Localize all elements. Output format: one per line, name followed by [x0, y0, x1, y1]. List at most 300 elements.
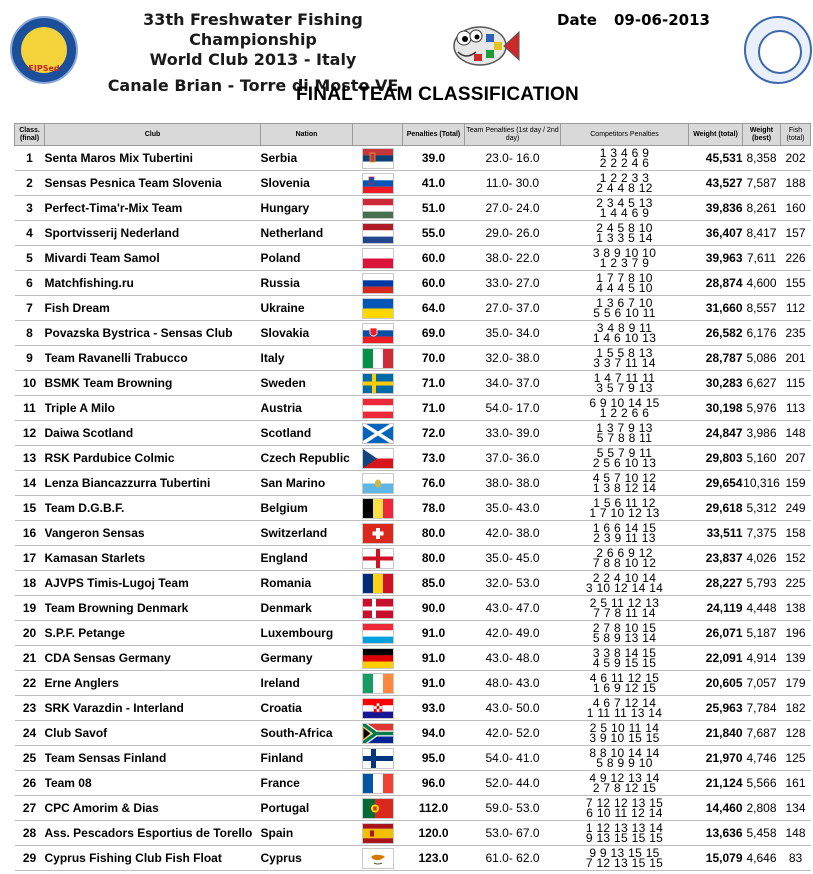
competitor-penalties	[561, 321, 689, 346]
table-row	[15, 646, 811, 671]
competitor-penalties-day2: 2 3 9 11 13	[593, 531, 656, 545]
club-name: Sportvisserij Nederland	[45, 221, 261, 246]
table-row	[15, 471, 811, 496]
table-row	[15, 346, 811, 371]
fish-total: 161	[781, 771, 811, 796]
nation-name: Germany	[261, 646, 353, 671]
team-penalties: 29.0- 26.0	[465, 221, 561, 246]
penalties-total: 41.0	[403, 171, 465, 196]
fish-total: 128	[781, 721, 811, 746]
competitor-penalties	[561, 721, 689, 746]
federation-logo	[744, 16, 812, 84]
penalties-total: 123.0	[403, 846, 465, 871]
competitor-penalties-day1: 9 9 13 15 15	[589, 846, 660, 860]
club-name: Cyprus Fishing Club Fish Float	[45, 846, 261, 871]
italy-flag-icon	[362, 348, 394, 369]
penalties-total: 72.0	[403, 421, 465, 446]
weight-total: 26,071	[689, 621, 743, 646]
class-rank: 25	[15, 746, 45, 771]
competitor-penalties	[561, 146, 689, 171]
competitor-penalties-day1: 1 7 7 8 10	[596, 271, 653, 285]
table-row	[15, 746, 811, 771]
club-name: Senta Maros Mix Tubertini	[45, 146, 261, 171]
competitor-penalties	[561, 196, 689, 221]
competitor-penalties-day1: 2 7 8 10 15	[592, 621, 657, 635]
portugal-flag-icon	[362, 798, 394, 819]
weight-best: 4,646	[743, 846, 781, 871]
title-line-1: 33th Freshwater Fishing Championship	[143, 10, 363, 49]
nation-name: Romania	[261, 571, 353, 596]
finland-flag-icon	[362, 748, 394, 769]
spain-flag-icon	[362, 823, 394, 844]
club-name: S.P.F. Petange	[45, 621, 261, 646]
competitor-penalties-day1: 2 4 5 8 10	[596, 221, 653, 235]
fipsed-logo	[10, 16, 78, 84]
nation-name: Serbia	[261, 146, 353, 171]
nation-flag	[353, 646, 403, 671]
competitor-penalties-day1: 1 6 6 14 15	[592, 521, 657, 535]
nation-name: Portugal	[261, 796, 353, 821]
penalties-total: 78.0	[403, 496, 465, 521]
competitor-penalties-day1: 1 3 7 9 13	[596, 421, 653, 435]
penalties-total: 90.0	[403, 596, 465, 621]
team-penalties: 42.0- 38.0	[465, 521, 561, 546]
nation-flag	[353, 221, 403, 246]
team-penalties: 32.0- 38.0	[465, 346, 561, 371]
penalties-total: 85.0	[403, 571, 465, 596]
table-row	[15, 421, 811, 446]
romania-flag-icon	[362, 573, 394, 594]
fish-total: 179	[781, 671, 811, 696]
table-row	[15, 771, 811, 796]
club-name: RSK Pardubice Colmic	[45, 446, 261, 471]
nation-name: Ukraine	[261, 296, 353, 321]
penalties-total: 91.0	[403, 671, 465, 696]
document-header	[0, 0, 813, 122]
nation-name: Belgium	[261, 496, 353, 521]
fish-total: 159	[781, 471, 811, 496]
fish-total: 148	[781, 421, 811, 446]
nation-name: Spain	[261, 821, 353, 846]
nation-name: Croatia	[261, 696, 353, 721]
date-label: Date	[557, 11, 597, 29]
table-row	[15, 296, 811, 321]
team-penalties: 33.0- 27.0	[465, 271, 561, 296]
competitor-penalties-day1: 7 12 12 13 15	[585, 796, 664, 810]
weight-total: 29,803	[689, 446, 743, 471]
penalties-total: 76.0	[403, 471, 465, 496]
class-rank: 27	[15, 796, 45, 821]
competitor-penalties-day2: 1 7 10 12 13	[589, 506, 660, 520]
penalties-total: 120.0	[403, 821, 465, 846]
team-penalties: 38.0- 22.0	[465, 246, 561, 271]
competitor-penalties	[561, 771, 689, 796]
weight-best: 5,187	[743, 621, 781, 646]
penalties-total: 95.0	[403, 746, 465, 771]
team-penalties: 42.0- 49.0	[465, 621, 561, 646]
table-row	[15, 221, 811, 246]
competitor-penalties-day2: 2 5 6 10 13	[592, 456, 657, 470]
fish-total: 115	[781, 371, 811, 396]
club-name: CDA Sensas Germany	[45, 646, 261, 671]
class-rank: 15	[15, 496, 45, 521]
penalties-total: 73.0	[403, 446, 465, 471]
team-penalties: 43.0- 48.0	[465, 646, 561, 671]
competitor-penalties-day1: 1 4 7 11 11	[593, 371, 656, 385]
weight-best: 4,746	[743, 746, 781, 771]
weight-total: 28,227	[689, 571, 743, 596]
team-penalties: 27.0- 24.0	[465, 196, 561, 221]
competitor-penalties-day2: 3 3 7 11 14	[593, 356, 656, 370]
nation-flag	[353, 771, 403, 796]
team-penalties: 11.0- 30.0	[465, 171, 561, 196]
nation-flag	[353, 446, 403, 471]
nation-flag	[353, 296, 403, 321]
weight-best: 4,600	[743, 271, 781, 296]
weight-total: 14,460	[689, 796, 743, 821]
nation-flag	[353, 271, 403, 296]
team-penalties: 27.0- 37.0	[465, 296, 561, 321]
fish-total: 249	[781, 496, 811, 521]
penalties-total: 94.0	[403, 721, 465, 746]
competitor-penalties	[561, 246, 689, 271]
team-penalties: 23.0- 16.0	[465, 146, 561, 171]
competitor-penalties	[561, 521, 689, 546]
weight-best: 8,557	[743, 296, 781, 321]
class-rank: 17	[15, 546, 45, 571]
competitor-penalties	[561, 446, 689, 471]
team-penalties: 43.0- 50.0	[465, 696, 561, 721]
nation-name: Poland	[261, 246, 353, 271]
competitor-penalties-day1: 1 5 6 11 12	[593, 496, 656, 510]
fish-total: 155	[781, 271, 811, 296]
nation-name: Ireland	[261, 671, 353, 696]
nation-name: Czech Republic	[261, 446, 353, 471]
fish-total: 152	[781, 546, 811, 571]
hungary-flag-icon	[362, 198, 394, 219]
weight-total: 20,605	[689, 671, 743, 696]
fish-total: 188	[781, 171, 811, 196]
table-row	[15, 371, 811, 396]
penalties-total: 69.0	[403, 321, 465, 346]
team-penalties: 43.0- 47.0	[465, 596, 561, 621]
table-row	[15, 321, 811, 346]
table-header-row	[15, 124, 811, 146]
col-header-nation: Nation	[261, 124, 353, 146]
russia-flag-icon	[362, 273, 394, 294]
club-name: Club Savof	[45, 721, 261, 746]
belgium-flag-icon	[362, 498, 394, 519]
austria-flag-icon	[362, 398, 394, 419]
competitor-penalties	[561, 696, 689, 721]
table-row	[15, 146, 811, 171]
penalties-total: 91.0	[403, 621, 465, 646]
table-row	[15, 821, 811, 846]
col-header-team-penalties: Team Penalties (1st day / 2nd day)	[465, 124, 561, 146]
england-flag-icon	[362, 548, 394, 569]
page-heading: FINAL TEAM CLASSIFICATION	[296, 84, 579, 105]
competitor-penalties-day2: 9 13 15 15 15	[585, 831, 664, 845]
nation-flag	[353, 496, 403, 521]
competitor-penalties	[561, 221, 689, 246]
sanmarino-flag-icon	[362, 473, 394, 494]
weight-total: 24,119	[689, 596, 743, 621]
fish-total: 196	[781, 621, 811, 646]
class-rank: 16	[15, 521, 45, 546]
weight-best: 7,057	[743, 671, 781, 696]
fish-total: 207	[781, 446, 811, 471]
class-rank: 12	[15, 421, 45, 446]
team-penalties: 54.0- 17.0	[465, 396, 561, 421]
penalties-total: 55.0	[403, 221, 465, 246]
col-header-penalties: Penalties (Total)	[403, 124, 465, 146]
nation-flag	[353, 246, 403, 271]
col-header-class: Class. (final)	[15, 124, 45, 146]
fish-total: 158	[781, 521, 811, 546]
competitor-penalties	[561, 471, 689, 496]
competitor-penalties-day1: 4 9 12 13 14	[589, 771, 660, 785]
fish-total: 113	[781, 396, 811, 421]
class-rank: 7	[15, 296, 45, 321]
competitor-penalties	[561, 571, 689, 596]
competitor-penalties-day2: 1 4 4 6 9	[599, 206, 650, 220]
table-row	[15, 796, 811, 821]
nation-flag	[353, 396, 403, 421]
france-flag-icon	[362, 773, 394, 794]
switzerland-flag-icon	[362, 523, 394, 544]
competitor-penalties-day1: 3 4 8 9 11	[596, 321, 653, 335]
club-name: Daiwa Scotland	[45, 421, 261, 446]
nation-name: Denmark	[261, 596, 353, 621]
weight-best: 5,086	[743, 346, 781, 371]
denmark-flag-icon	[362, 598, 394, 619]
competitor-penalties	[561, 621, 689, 646]
competitor-penalties-day1: 2 3 4 5 13	[596, 196, 653, 210]
competitor-penalties	[561, 396, 689, 421]
competitor-penalties-day1: 2 5 10 11 14	[589, 721, 660, 735]
club-name: Team Browning Denmark	[45, 596, 261, 621]
weight-best: 7,587	[743, 171, 781, 196]
penalties-total: 60.0	[403, 271, 465, 296]
competitor-penalties-day2: 2 4 4 8 12	[596, 181, 653, 195]
croatia-flag-icon	[362, 698, 394, 719]
weight-best: 5,312	[743, 496, 781, 521]
nation-flag	[353, 146, 403, 171]
class-rank: 14	[15, 471, 45, 496]
nation-name: Hungary	[261, 196, 353, 221]
table-row	[15, 546, 811, 571]
fish-total: 201	[781, 346, 811, 371]
title-line-3: Canale Brian - Torre di Mosto VE	[107, 76, 399, 95]
southafrica-flag-icon	[362, 723, 394, 744]
competitor-penalties-day1: 1 12 13 13 14	[585, 821, 664, 835]
fish-total: 138	[781, 596, 811, 621]
club-name: Team Sensas Finland	[45, 746, 261, 771]
weight-total: 29,618	[689, 496, 743, 521]
class-rank: 13	[15, 446, 45, 471]
weight-total: 21,124	[689, 771, 743, 796]
competitor-penalties-day1: 1 2 2 3 3	[599, 171, 650, 185]
fish-total: 157	[781, 221, 811, 246]
competitor-penalties	[561, 496, 689, 521]
competitor-penalties-day1: 5 5 7 9 11	[596, 446, 653, 460]
competitor-penalties-day1: 2 5 11 12 13	[589, 596, 660, 610]
table-row	[15, 496, 811, 521]
weight-best: 4,914	[743, 646, 781, 671]
club-name: CPC Amorim & Dias	[45, 796, 261, 821]
nation-name: France	[261, 771, 353, 796]
competitor-penalties	[561, 346, 689, 371]
weight-best: 2,808	[743, 796, 781, 821]
competitor-penalties	[561, 796, 689, 821]
team-penalties: 59.0- 53.0	[465, 796, 561, 821]
penalties-total: 64.0	[403, 296, 465, 321]
competitor-penalties-day1: 2 2 4 10 14	[592, 571, 657, 585]
fipsed-logo-text: FIPSed	[28, 64, 60, 73]
team-penalties: 38.0- 38.0	[465, 471, 561, 496]
competitor-penalties-day1: 1 3 4 6 9	[599, 146, 650, 160]
weight-total: 28,874	[689, 271, 743, 296]
weight-best: 5,976	[743, 396, 781, 421]
nation-name: San Marino	[261, 471, 353, 496]
class-rank: 28	[15, 821, 45, 846]
weight-total: 28,787	[689, 346, 743, 371]
class-rank: 22	[15, 671, 45, 696]
weight-best: 5,458	[743, 821, 781, 846]
club-name: BSMK Team Browning	[45, 371, 261, 396]
club-name: Team D.G.B.F.	[45, 496, 261, 521]
nation-flag	[353, 696, 403, 721]
competitor-penalties-day2: 1 4 6 10 13	[592, 331, 657, 345]
penalties-total: 60.0	[403, 246, 465, 271]
competitor-penalties-day2: 3 9 10 15 15	[589, 731, 660, 745]
competitor-penalties-day2: 1 2 3 7 9	[599, 256, 650, 270]
fish-total: 235	[781, 321, 811, 346]
fish-total: 83	[781, 846, 811, 871]
competitor-penalties-day2: 4 4 4 5 10	[596, 281, 653, 295]
team-penalties: 32.0- 53.0	[465, 571, 561, 596]
competitor-penalties-day2: 3 5 7 9 13	[596, 381, 653, 395]
weight-best: 5,566	[743, 771, 781, 796]
nation-name: Luxembourg	[261, 621, 353, 646]
weight-total: 22,091	[689, 646, 743, 671]
competitor-penalties	[561, 421, 689, 446]
club-name: Lenza Biancazzurra Tubertini	[45, 471, 261, 496]
competitor-penalties	[561, 671, 689, 696]
nation-name: Finland	[261, 746, 353, 771]
weight-total: 21,970	[689, 746, 743, 771]
table-row	[15, 521, 811, 546]
class-rank: 10	[15, 371, 45, 396]
team-penalties: 37.0- 36.0	[465, 446, 561, 471]
nation-flag	[353, 521, 403, 546]
class-rank: 21	[15, 646, 45, 671]
penalties-total: 93.0	[403, 696, 465, 721]
competitor-penalties-day2: 6 10 11 12 14	[586, 806, 663, 820]
weight-total: 24,847	[689, 421, 743, 446]
team-penalties: 35.0- 45.0	[465, 546, 561, 571]
competitor-penalties-day2: 5 7 8 8 11	[596, 431, 653, 445]
nation-flag	[353, 621, 403, 646]
weight-best: 7,611	[743, 246, 781, 271]
team-penalties: 48.0- 43.0	[465, 671, 561, 696]
nation-name: Sweden	[261, 371, 353, 396]
club-name: Team Ravanelli Trabucco	[45, 346, 261, 371]
competitor-penalties-day2: 7 7 8 11 14	[593, 606, 656, 620]
competitor-penalties-day2: 1 3 8 12 14	[592, 481, 657, 495]
table-row	[15, 246, 811, 271]
class-rank: 6	[15, 271, 45, 296]
czech-flag-icon	[362, 448, 394, 469]
weight-total: 30,198	[689, 396, 743, 421]
competitor-penalties	[561, 596, 689, 621]
weight-best: 5,793	[743, 571, 781, 596]
weight-total: 26,582	[689, 321, 743, 346]
cyprus-flag-icon	[362, 848, 394, 869]
competitor-penalties-day1: 1 5 5 8 13	[596, 346, 653, 360]
competitor-penalties	[561, 296, 689, 321]
nation-name: Russia	[261, 271, 353, 296]
col-header-weight: Weight (total)	[689, 124, 743, 146]
weight-best: 8,261	[743, 196, 781, 221]
fish-total: 202	[781, 146, 811, 171]
competitor-penalties-day2: 2 2 2 4 6	[599, 156, 650, 170]
penalties-total: 80.0	[403, 521, 465, 546]
class-rank: 11	[15, 396, 45, 421]
team-penalties: 52.0- 44.0	[465, 771, 561, 796]
weight-total: 15,079	[689, 846, 743, 871]
penalties-total: 80.0	[403, 546, 465, 571]
col-header-flag	[353, 124, 403, 146]
table-row	[15, 721, 811, 746]
club-name: Fish Dream	[45, 296, 261, 321]
competitor-penalties-day1: 4 6 7 12 14	[592, 696, 657, 710]
penalties-total: 91.0	[403, 646, 465, 671]
club-name: Vangeron Sensas	[45, 521, 261, 546]
penalties-total: 71.0	[403, 371, 465, 396]
germany-flag-icon	[362, 648, 394, 669]
penalties-total: 71.0	[403, 396, 465, 421]
sweden-flag-icon	[362, 373, 394, 394]
poland-flag-icon	[362, 248, 394, 269]
competitor-penalties-day1: 4 6 11 12 15	[589, 671, 660, 685]
penalties-total: 112.0	[403, 796, 465, 821]
weight-best: 5,160	[743, 446, 781, 471]
competitor-penalties-day2: 1 3 3 5 14	[596, 231, 653, 245]
date-value: 09-06-2013	[614, 11, 710, 29]
weight-total: 23,837	[689, 546, 743, 571]
team-penalties: 61.0- 62.0	[465, 846, 561, 871]
competitor-penalties	[561, 746, 689, 771]
netherlands-flag-icon	[362, 223, 394, 244]
weight-total: 21,840	[689, 721, 743, 746]
nation-name: Slovenia	[261, 171, 353, 196]
weight-best: 6,176	[743, 321, 781, 346]
team-penalties: 34.0- 37.0	[465, 371, 561, 396]
nation-name: South-Africa	[261, 721, 353, 746]
competitor-penalties-day2: 7 12 13 15 15	[585, 856, 664, 870]
class-rank: 3	[15, 196, 45, 221]
competitor-penalties-day2: 3 10 12 14 14	[585, 581, 664, 595]
competitor-penalties-day2: 5 5 6 10 11	[593, 306, 656, 320]
weight-best: 3,986	[743, 421, 781, 446]
competitor-penalties-day2: 2 7 8 12 15	[592, 781, 657, 795]
table-row	[15, 596, 811, 621]
club-name: Team 08	[45, 771, 261, 796]
nation-flag	[353, 321, 403, 346]
competitor-penalties	[561, 846, 689, 871]
nation-name: Scotland	[261, 421, 353, 446]
